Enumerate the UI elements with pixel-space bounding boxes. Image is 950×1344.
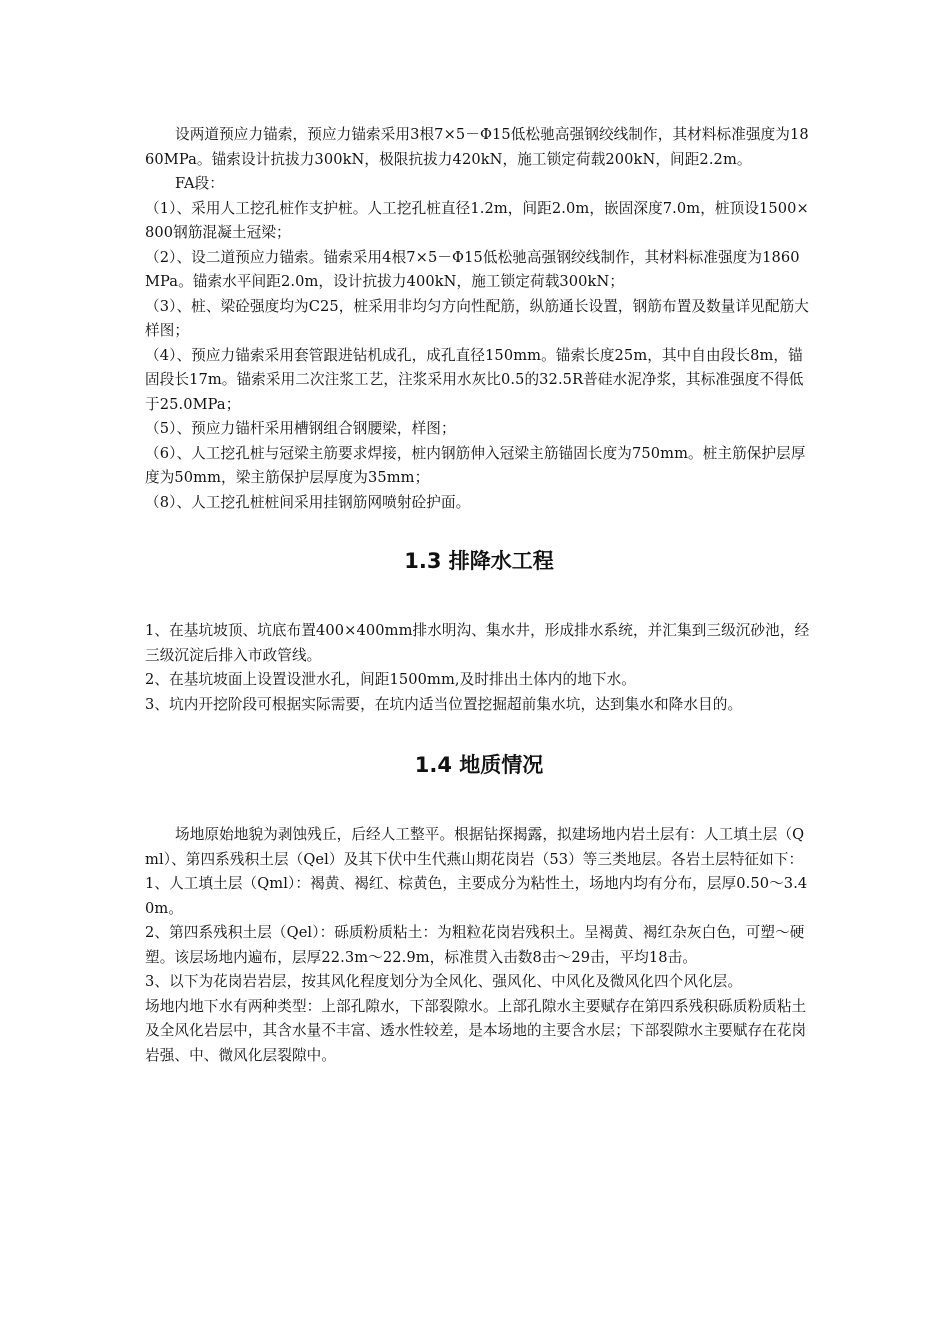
- fa-item-4: （4）、预应力锚索采用套管跟进钻机成孔，成孔直径150mm。锚索长度25m，其中自由段长8m，锚固段长17m。锚索采用二次注浆工艺，注浆采用水灰比0.5的32.5R普硅水泥净浆，其标准强度不得低于25.0MPa；: [145, 346, 804, 413]
- fa-item-2: （2）、设二道预应力锚索。锚索采用4根7×5－Φ15低松驰高强钢绞线制作，其材料标准强度为1860MPa。锚索水平间距2.0m，设计抗拔力400kN，施工锁定荷载300kN；: [145, 248, 800, 290]
- fa-item-6: （6）、人工挖孔桩与冠梁主筋要求焊接，桩内钢筋伸入冠梁主筋锚固长度为750mm。桩主筋保护层厚度为50mm，梁主筋保护层厚度为35mm；: [145, 444, 806, 486]
- geology-item-3: 3、以下为花岗岩岩层，按其风化程度划分为全风化、强风化、中风化及微风化四个风化层。: [145, 973, 743, 990]
- fa-item-1: （1）、采用人工挖孔桩作支护桩。人工挖孔桩直径1.2m，间距2.0m，嵌固深度7.0m，桩顶设1500×800钢筋混凝土冠梁；: [145, 199, 809, 241]
- geology-intro-paragraph: 场地原始地貌为剥蚀残丘，后经人工整平。根据钻探揭露，拟建场地内岩土层有：人工填土层（Qml）、第四系残积土层（Qel）及其下伏中生代燕山期花岗岩（53）等三类地层。各岩土层特征如下：: [145, 826, 805, 868]
- geology-item-1: 1、人工填土层（Qml）：褐黄、褐红、棕黄色，主要成分为粘性土，场地内均有分布，层厚0.50～3.40m。: [145, 875, 808, 917]
- drainage-item-2: 2、在基坑坡面上设置设泄水孔，间距1500mm,及时排出土体内的地下水。: [145, 671, 636, 688]
- fa-item-3: （3）、桩、梁砼强度均为C25，桩采用非均匀方向性配筋，纵筋通长设置，钢筋布置及数量详见配筋大样图；: [145, 297, 809, 339]
- drainage-item-1: 1、在基坑坡顶、坑底布置400×400mm排水明沟、集水井，形成排水系统，并汇集到三级沉砂池，经三级沉淀后排入市政管线。: [145, 622, 810, 664]
- section-heading-geology: 1.4 地质情况: [414, 753, 544, 777]
- fa-section-label: FA段：: [175, 175, 224, 192]
- fa-item-5: （5）、预应力锚杆采用槽钢组合钢腰梁，样图；: [145, 420, 456, 437]
- geology-item-2: 2、第四系残积土层（Qel）：砾质粉质粘土：为粗粒花岗岩残积土。呈褐黄、褐红杂灰白色，可塑～硬塑。该层场地内遍布，层厚22.3m～22.9m，标准贯入击数8击～29击，平均18击。: [145, 924, 805, 966]
- groundwater-paragraph: 场地内地下水有两种类型：上部孔隙水，下部裂隙水。上部孔隙水主要赋存在第四系残积砾质粉质粘土及全风化岩层中，其含水量不丰富、透水性较差，是本场地的主要含水层；下部裂隙水主要赋存在花岗岩强、中、微风化层裂隙中。: [145, 997, 807, 1064]
- document-page: [145, 123, 813, 1068]
- drainage-item-3: 3、坑内开挖阶段可根据实际需要，在坑内适当位置挖掘超前集水坑，达到集水和降水目的。: [145, 695, 743, 713]
- anchor-cable-paragraph: 设两道预应力锚索，预应力锚索采用3根7×5－Φ15低松驰高强钢绞线制作，其材料标准强度为1860MPa。锚索设计抗拔力300kN，极限抗拔力420kN，施工锁定荷载200kN，间距2.2m。: [145, 126, 809, 168]
- fa-item-8: （8）、人工挖孔桩桩间采用挂钢筋网喷射砼护面。: [145, 493, 471, 511]
- section-heading-drainage: 1.3 排降水工程: [404, 549, 554, 573]
